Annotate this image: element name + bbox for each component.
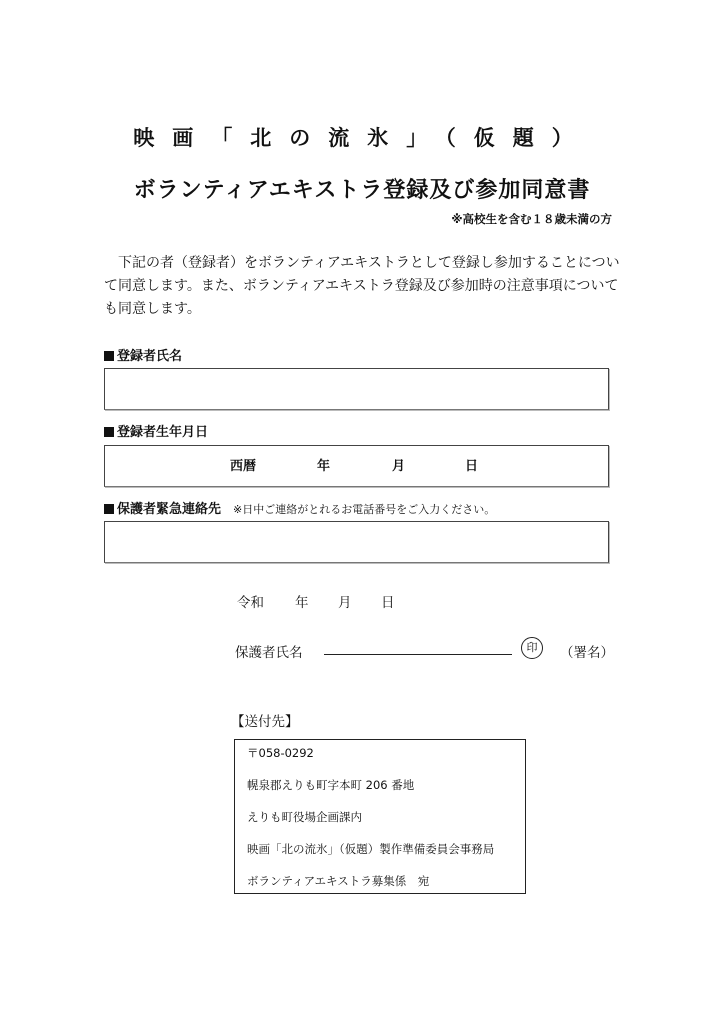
address-line: 幌泉郡えりも町字本町 206 番地 — [247, 778, 415, 792]
signature-date-year: 年 — [295, 595, 309, 611]
age-note: ※高校生を含む１８歳未満の方 — [451, 212, 612, 226]
dob-month: 月 — [392, 459, 406, 474]
registrant-dob-label — [104, 421, 208, 440]
registrant-dob-field[interactable] — [104, 445, 609, 487]
registrant-name-field[interactable] — [104, 368, 609, 410]
seal-mark: 印 — [521, 637, 543, 659]
destination-address-box — [234, 739, 526, 894]
black-square-icon — [104, 351, 114, 361]
consent-text: 下記の者（登録者）をボランティアエキストラとして登録し参加することについて同意します。また、ボランティアエキストラ登録及び参加時の注意事項についても同意します。 — [104, 255, 620, 317]
document-title: 映画「北の流氷」（仮題） — [133, 126, 591, 150]
black-square-icon — [104, 504, 114, 514]
guardian-signature-line[interactable] — [324, 654, 512, 655]
registrant-dob-label-text: 登録者生年月日 — [117, 425, 209, 440]
black-square-icon — [104, 427, 114, 437]
postal-code: 〒058-0292 — [247, 746, 314, 760]
registrant-name-label — [104, 345, 182, 364]
guardian-contact-label — [104, 498, 495, 517]
office-line: えりも町役場企画課内 — [247, 810, 362, 824]
guardian-contact-note: ※日中ご連絡がとれるお電話番号をご入力ください。 — [233, 503, 496, 516]
signed-note: （署名） — [560, 645, 614, 661]
registrant-name-label-text: 登録者氏名 — [117, 349, 183, 364]
document-subtitle: ボランティアエキストラ登録及び参加同意書 — [133, 178, 591, 203]
dob-day: 日 — [465, 459, 479, 474]
guardian-name-label: 保護者氏名 — [235, 645, 303, 661]
guardian-contact-field[interactable] — [104, 521, 609, 563]
dob-era: 西暦 — [230, 459, 257, 474]
dob-year: 年 — [317, 459, 331, 474]
signature-date-era: 令和 — [237, 595, 264, 611]
recipient-line: ボランティアエキストラ募集係 宛 — [247, 874, 430, 888]
signature-date-month: 月 — [338, 595, 352, 611]
guardian-contact-label-text: 保護者緊急連絡先 — [117, 502, 222, 517]
consent-paragraph — [104, 252, 624, 321]
destination-label: 【送付先】 — [231, 714, 299, 730]
committee-line: 映画「北の流氷」（仮題）製作準備委員会事務局 — [247, 842, 495, 856]
signature-date-day: 日 — [381, 595, 395, 611]
